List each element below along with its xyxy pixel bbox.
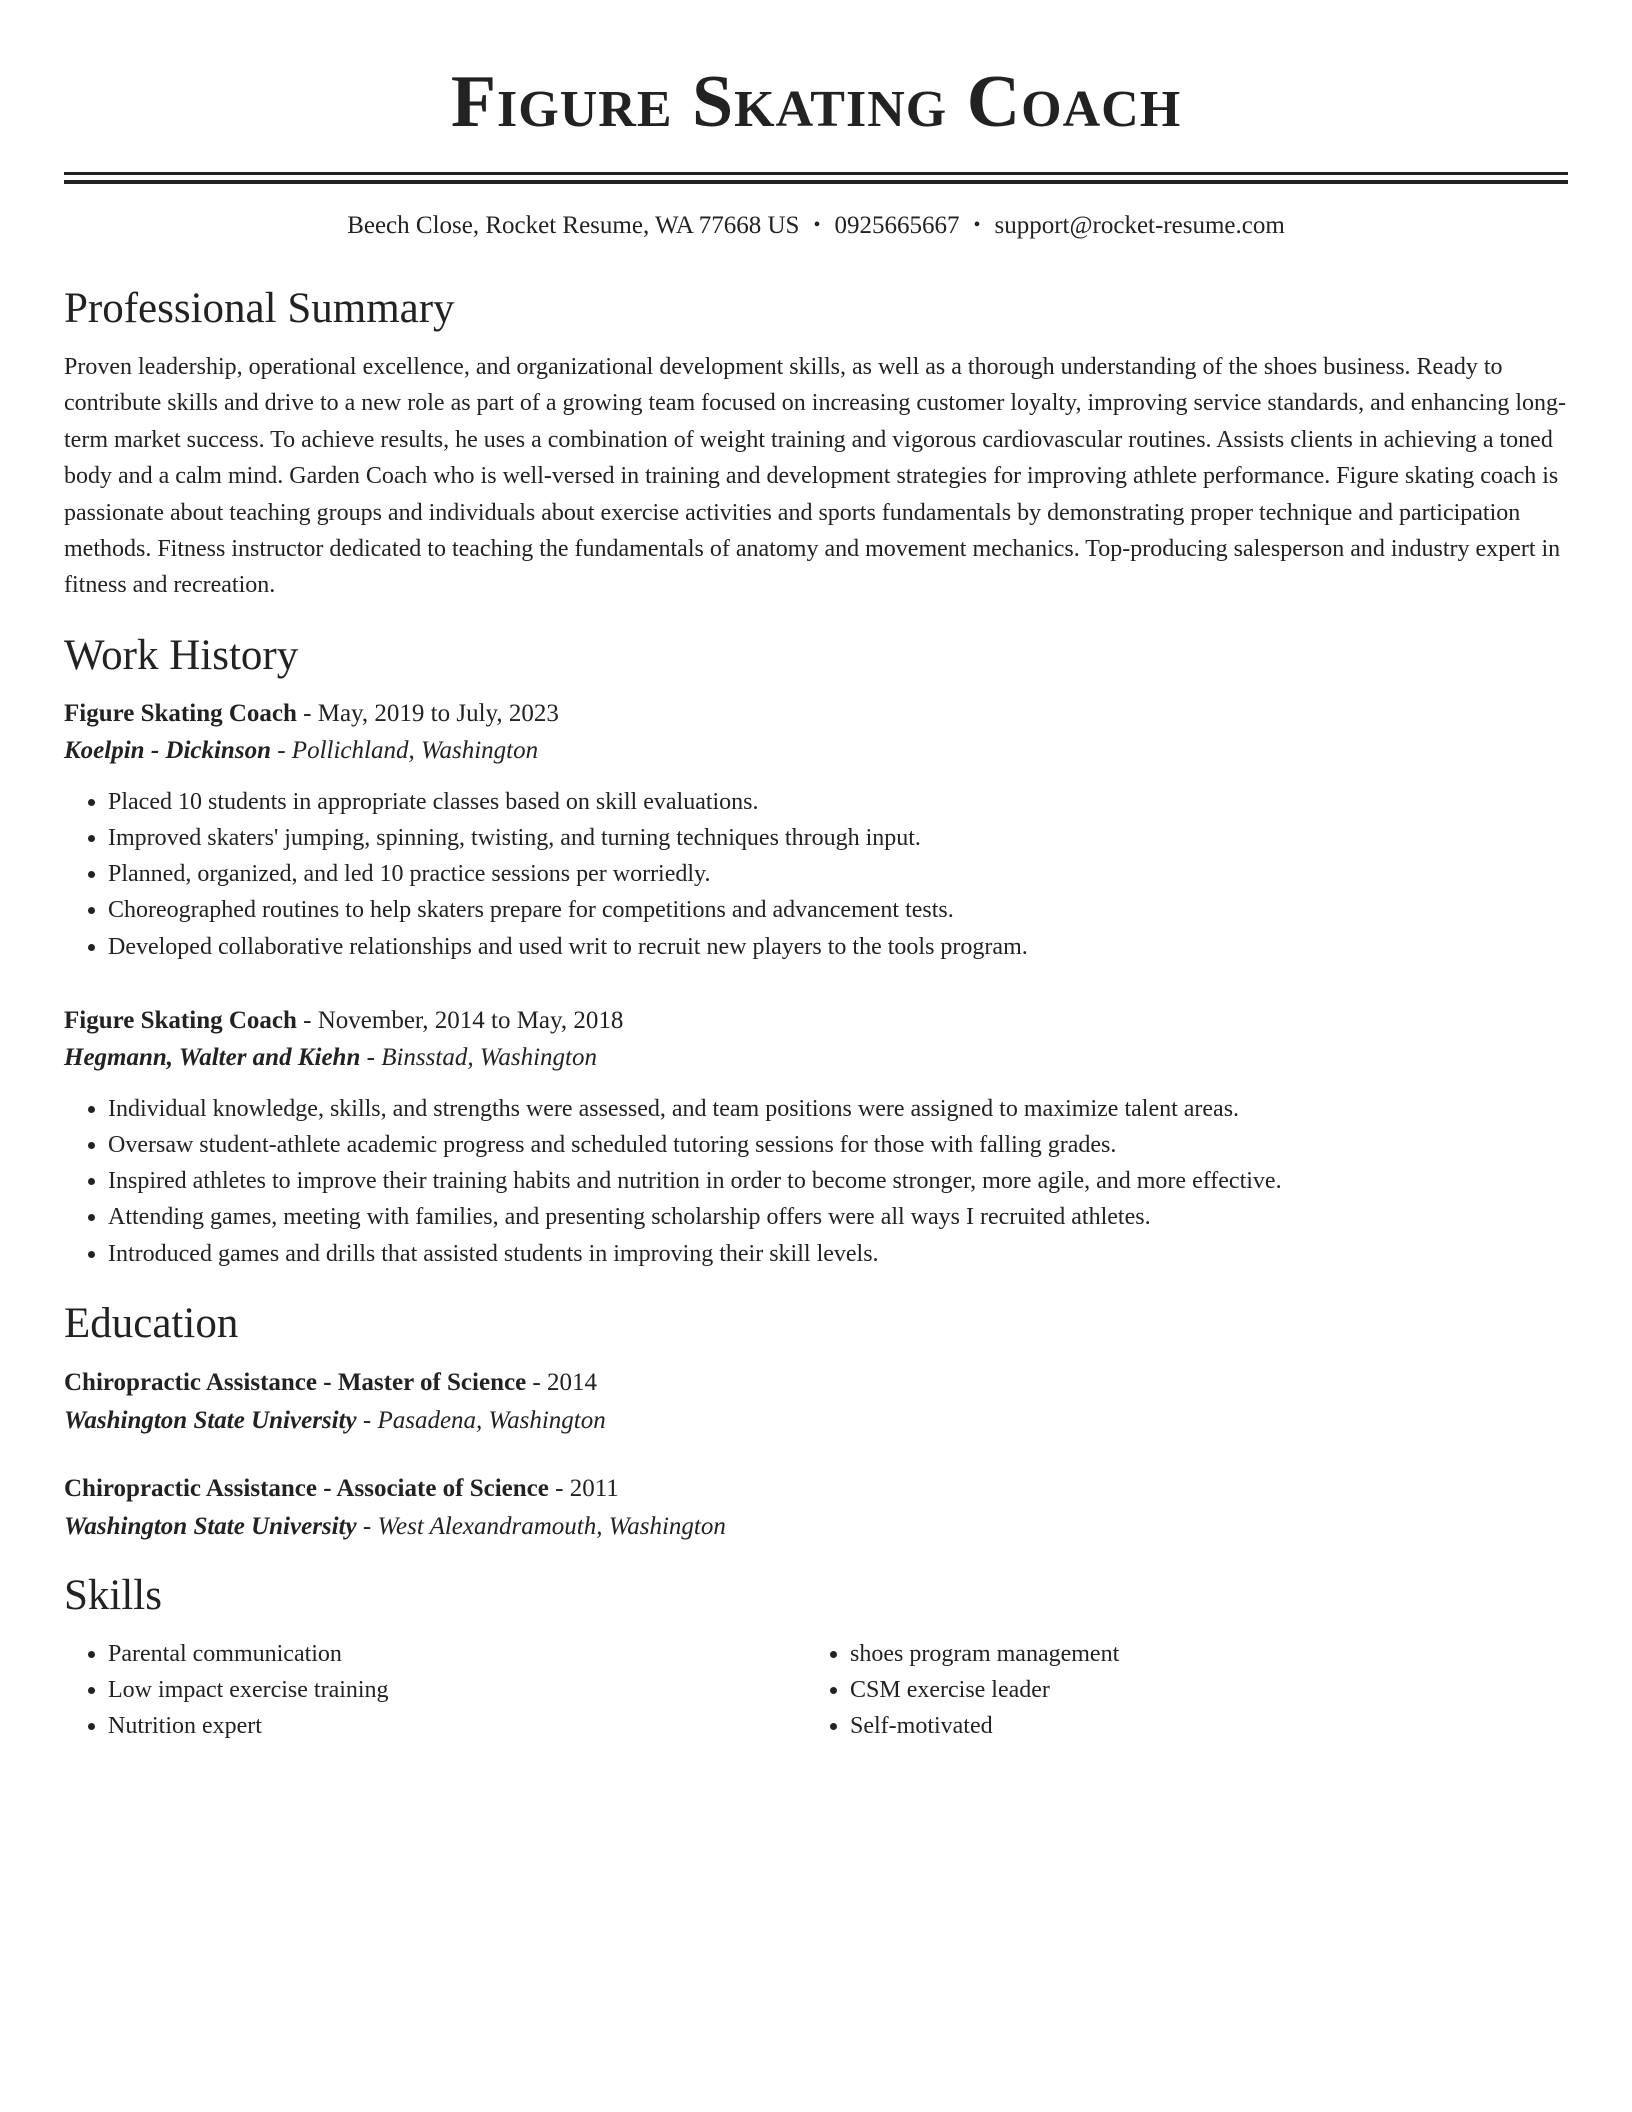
summary-heading: Professional Summary (64, 285, 455, 332)
education-school-line (64, 1402, 1568, 1440)
skill-item: • Low impact exercise training (108, 1672, 806, 1708)
job-company: Hegmann, Walter and Kiehn (64, 1043, 361, 1071)
education-entry (64, 1470, 1568, 1546)
job-bullet: • Inspired athletes to improve their training habits and nutrition in order to become stronger, more agile, and more effective. (108, 1163, 1568, 1199)
job-dates: - November, 2014 to May, 2018 (296, 1006, 624, 1034)
education-school-line (64, 1508, 1568, 1546)
job-role: Figure Skating Coach (64, 1006, 297, 1034)
contact-address: Beech Close, Rocket Resume, WA 77668 US (347, 212, 800, 239)
skill-item: • CSM exercise leader (850, 1672, 1548, 1708)
education-school: Washington State University (64, 1406, 357, 1434)
job-bullet: • Attending games, meeting with families, and presenting scholarship offers were all ways I recruited athletes. (108, 1199, 1568, 1235)
education-school: Washington State University (64, 1512, 357, 1540)
skills-heading: Skills (64, 1571, 162, 1619)
skills-column-left (64, 1636, 806, 1745)
contact-separator: • (973, 214, 981, 236)
work-history-heading: Work History (64, 631, 299, 679)
education-degree-line (64, 1470, 1568, 1508)
job-bullets (64, 1091, 1568, 1272)
job-bullet: • Planned, organized, and led 10 practice sessions per worriedly. (108, 856, 1568, 892)
job-entry (64, 696, 1568, 965)
skills-column-right (806, 1636, 1548, 1745)
header-divider (64, 172, 1568, 184)
job-bullets (64, 784, 1568, 965)
job-bullet: • Developed collaborative relationships and used writ to recruit new players to the tools program. (108, 929, 1568, 965)
job-bullet: • Placed 10 students in appropriate classes based on skill evaluations. (108, 784, 1568, 820)
education-degree-line (64, 1364, 1568, 1402)
skill-item: • Parental communication (108, 1636, 806, 1672)
contact-line (64, 210, 1568, 243)
education-location: - West Alexandramouth, Washington (356, 1512, 726, 1540)
job-bullet: • Choreographed routines to help skaters prepare for competitions and advancement tests. (108, 892, 1568, 928)
education-location: - Pasadena, Washington (356, 1406, 606, 1434)
education-degree: Chiropractic Assistance - Master of Science (64, 1368, 527, 1396)
education-heading: Education (64, 1299, 239, 1347)
education-year: - 2014 (526, 1368, 597, 1396)
skills-grid (64, 1636, 1568, 1745)
skill-item: • shoes program management (850, 1636, 1548, 1672)
skill-item: • Self-motivated (850, 1708, 1548, 1744)
education-entry (64, 1364, 1568, 1440)
job-title-line (64, 696, 1568, 732)
contact-separator: • (813, 214, 821, 236)
job-company-line (64, 732, 1568, 770)
job-company-line (64, 1039, 1568, 1077)
job-bullet: • Oversaw student-athlete academic progress and scheduled tutoring sessions for those with falling grades. (108, 1127, 1568, 1163)
contact-phone: 0925665667 (834, 212, 960, 239)
education-year: - 2011 (548, 1474, 619, 1502)
job-dates: - May, 2019 to July, 2023 (296, 699, 559, 727)
resume-name: Figure Skating Coach (450, 61, 1182, 143)
skill-item: • Nutrition expert (108, 1708, 806, 1744)
job-location: - Binsstad, Washington (360, 1043, 597, 1071)
job-role: Figure Skating Coach (64, 699, 297, 727)
job-bullet: • Improved skaters' jumping, spinning, twisting, and turning techniques through input. (108, 820, 1568, 856)
job-entry (64, 1003, 1568, 1272)
job-bullet: • Introduced games and drills that assisted students in improving their skill levels. (108, 1236, 1568, 1272)
job-bullet: • Individual knowledge, skills, and strengths were assessed, and team positions were assigned to maximize talent areas. (108, 1091, 1568, 1127)
contact-email: support@rocket-resume.com (994, 212, 1285, 239)
job-company: Koelpin - Dickinson (64, 736, 271, 764)
summary-text: Proven leadership, operational excellence, and organizational development skills, as well as a thorough understanding of the shoes business. Ready to contribute skills and drive to a new role as part of a growing team focused on increasing customer loyalty, improving service standards, and enhancing long-term market success. To achieve results, he uses a combination of weight training and vigorous cardiovascular routines. Assists clients in achieving a toned body and a calm mind. Garden Coach who is well-versed in training and development strategies for improving athlete performance. Figure skating coach is passionate about teaching groups and individuals about exercise activities and sports fundamentals by demonstrating proper technique and participation methods. Fitness instructor dedicated to teaching the fundamentals of anatomy and movement mechanics. Top-producing salesperson and industry expert in fitness and recreation. (64, 354, 1567, 599)
job-title-line (64, 1003, 1568, 1039)
education-degree: Chiropractic Assistance - Associate of Science (64, 1474, 549, 1502)
job-location: - Pollichland, Washington (270, 736, 539, 764)
